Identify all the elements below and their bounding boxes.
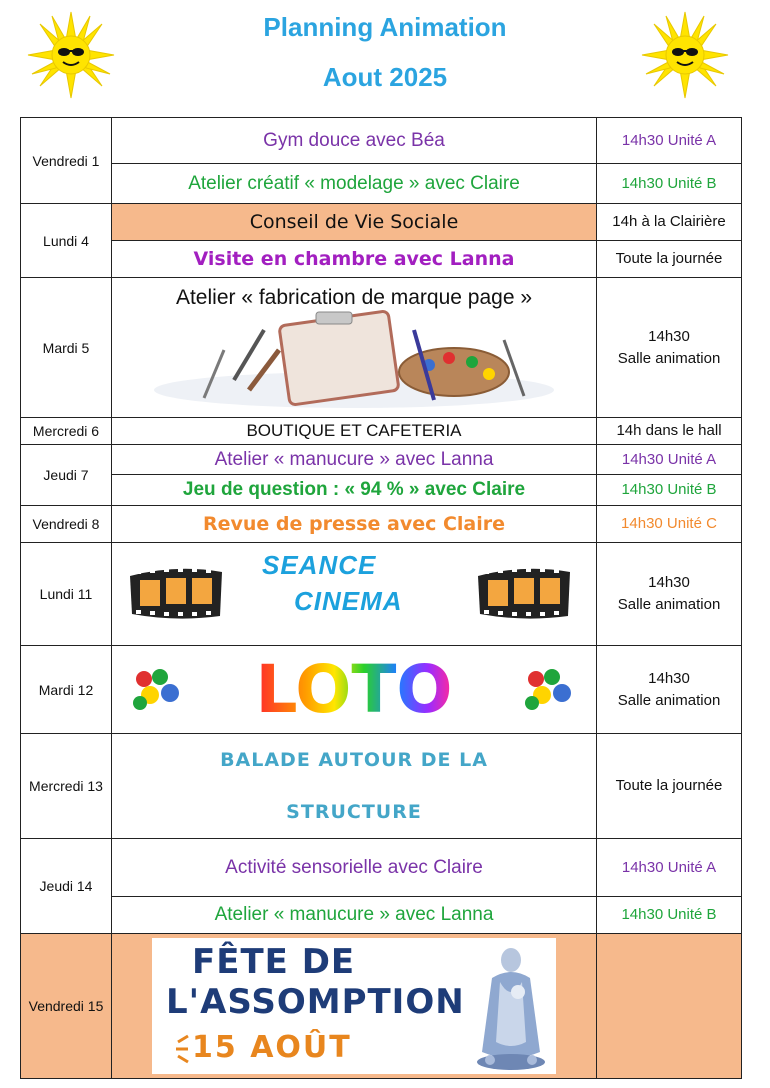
time-cell: Toute la journée — [597, 241, 742, 278]
time-cell: 14h30 Unité B — [597, 897, 742, 934]
time-cell — [597, 646, 742, 734]
activity-cell — [112, 646, 597, 734]
time-cell-empty — [597, 934, 742, 1079]
cinema-banner — [112, 544, 596, 644]
time-cell: 14h30 Unité A — [597, 445, 742, 475]
activity-cell: Conseil de Vie Sociale — [112, 204, 597, 241]
day-cell: Vendredi 15 — [21, 934, 112, 1079]
table-row — [21, 646, 742, 734]
time-cell: 14h30 Unité A — [597, 839, 742, 897]
time-cell: 14h30 Unité C — [597, 506, 742, 543]
fete-assomption-banner — [152, 938, 556, 1074]
activity-cell — [112, 543, 597, 646]
activity-cell: Atelier « manucure » avec Lanna — [112, 445, 597, 475]
day-cell: Lundi 11 — [21, 543, 112, 646]
time-cell: 14h dans le hall — [597, 418, 742, 445]
time-hour: 14h30 — [648, 574, 690, 592]
film-strip-icon — [474, 562, 574, 626]
cinema-title-line2: CINEMA — [294, 586, 403, 616]
activity-cell — [112, 734, 597, 839]
activity-cell: BOUTIQUE ET CAFETERIA — [112, 418, 597, 445]
loto-title: LOTO — [255, 651, 453, 728]
table-row — [21, 418, 742, 445]
activity-cell: Visite en chambre avec Lanna — [112, 241, 597, 278]
time-place: Salle animation — [617, 691, 721, 709]
table-row — [21, 164, 742, 204]
day-cell: Jeudi 7 — [21, 445, 112, 506]
balade-line1: BALADE AUTOUR DE LA — [220, 749, 488, 771]
fete-line1: FÊTE DE — [192, 942, 356, 982]
activity-cell: Revue de presse avec Claire — [112, 506, 597, 543]
table-row — [21, 543, 742, 646]
fete-date: 15 AOÛT — [192, 1030, 352, 1065]
table-row — [21, 734, 742, 839]
fete-line2: L'ASSOMPTION — [166, 982, 465, 1022]
lottery-balls-icon — [130, 667, 186, 713]
day-cell: Mardi 12 — [21, 646, 112, 734]
time-cell: 14h30 Unité B — [597, 475, 742, 506]
lottery-balls-icon — [522, 667, 578, 713]
activity-cell — [112, 934, 597, 1079]
time-cell — [597, 278, 742, 418]
time-cell: 14h30 Unité B — [597, 164, 742, 204]
time-cell: 14h30 Unité A — [597, 118, 742, 164]
day-cell: Jeudi 14 — [21, 839, 112, 934]
time-hour: 14h30 — [648, 327, 690, 345]
page-subtitle-month: Aout 2025 — [322, 62, 448, 92]
table-row — [21, 241, 742, 278]
page-title: Planning Animation — [263, 12, 507, 42]
cinema-title-line1: SEANCE — [262, 550, 377, 580]
table-row — [21, 934, 742, 1079]
day-cell: Vendredi 8 — [21, 506, 112, 543]
activity-cell: Jeu de question : « 94 % » avec Claire — [112, 475, 597, 506]
time-cell: Toute la journée — [597, 734, 742, 839]
table-row — [21, 475, 742, 506]
time-cell: 14h à la Clairière — [597, 204, 742, 241]
virgin-mary-statue-icon — [470, 942, 552, 1072]
day-cell: Mardi 5 — [21, 278, 112, 418]
activity-cell — [112, 278, 597, 418]
table-row — [21, 445, 742, 475]
time-hour: 14h30 — [648, 669, 690, 687]
film-strip-icon — [126, 562, 226, 626]
day-cell: Lundi 4 — [21, 204, 112, 278]
day-cell: Mercredi 6 — [21, 418, 112, 445]
activity-cell: Atelier « manucure » avec Lanna — [112, 897, 597, 934]
activity-cell: Activité sensorielle avec Claire — [112, 839, 597, 897]
table-row — [21, 506, 742, 543]
time-cell — [597, 543, 742, 646]
activity-cell: Atelier créatif « modelage » avec Claire — [112, 164, 597, 204]
time-place: Salle animation — [617, 349, 721, 367]
table-row — [21, 118, 742, 164]
activity-title: Atelier « fabrication de marque page » — [175, 286, 533, 309]
schedule-table — [20, 117, 742, 1079]
activity-cell: Gym douce avec Béa — [112, 118, 597, 164]
table-row — [21, 897, 742, 934]
day-cell: Vendredi 1 — [21, 118, 112, 204]
balade-line2: STRUCTURE — [286, 801, 422, 823]
time-place: Salle animation — [617, 596, 721, 613]
table-row — [21, 204, 742, 241]
clipboard-paint-palette-icon — [144, 310, 564, 410]
table-row — [21, 839, 742, 897]
table-row — [21, 278, 742, 418]
sun-rays-decoration-icon — [174, 1034, 190, 1064]
day-cell: Mercredi 13 — [21, 734, 112, 839]
